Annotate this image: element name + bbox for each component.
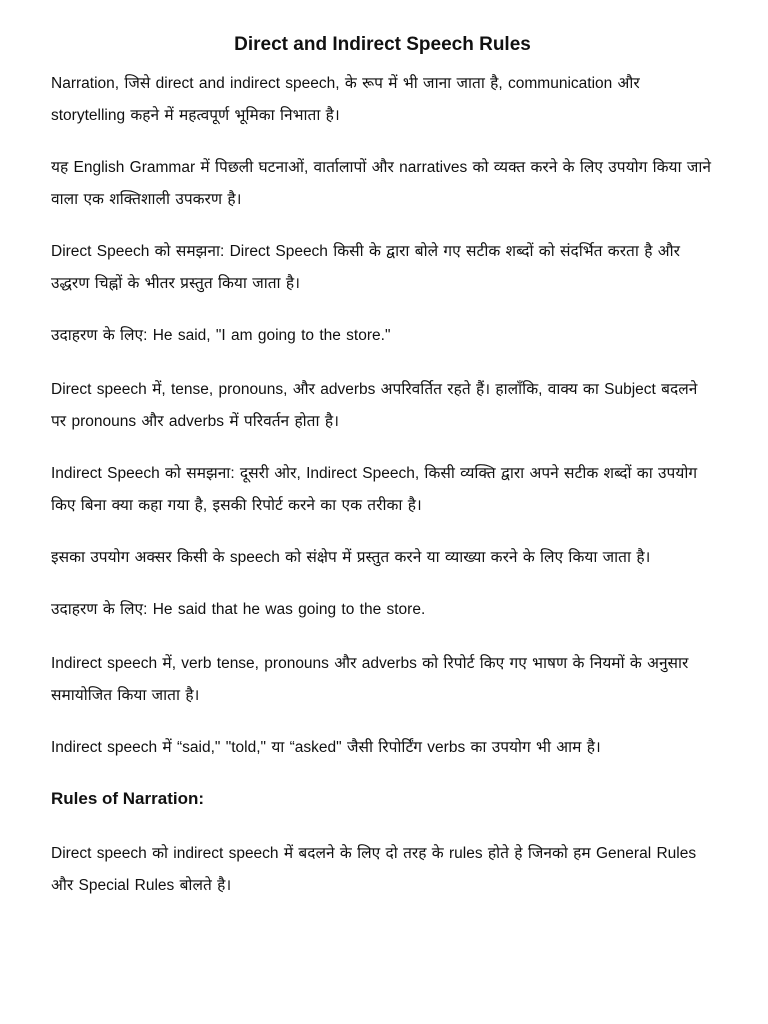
paragraph-direct-example: उदाहरण के लिए: He said, "I am going to the store."	[51, 327, 391, 344]
paragraph-indirect-speech-definition: Indirect Speech को समझना: दूसरी ओर, Indirect Speech, किसी व्यक्ति द्वारा अपने सटीक शब्दों का उपयोग किए बिना क्या कहा गया है, इसकी रिपोर्ट करने का एक तरीका है।	[51, 465, 698, 514]
document-title: Direct and Indirect Speech Rules	[234, 34, 531, 55]
paragraph-reporting-verbs: Indirect speech में “said," "told," या “asked" जैसी रिपोर्टिंग verbs का उपयोग भी आम है।	[51, 739, 601, 756]
section-heading-rules: Rules of Narration:	[51, 789, 205, 808]
paragraph-english-grammar: यह English Grammar में पिछली घटनाओं, वार्तालापों और narratives को व्यक्त करने के लिए उपयोग किया जाने वाला एक शक्तिशाली उपकरण है।	[51, 159, 711, 208]
paragraph-direct-speech-tense: Direct speech में, tense, pronouns, और adverbs अपरिवर्तित रहते हैं। हालाँकि, वाक्य का Subject बदलने पर pronouns और adverbs में परिवर्तन होता है।	[51, 381, 698, 430]
paragraph-indirect-usage: इसका उपयोग अक्सर किसी के speech को संक्षेप में प्रस्तुत करने या व्याख्या करने के लिए किया जाता है।	[51, 549, 651, 566]
paragraph-direct-speech-definition: Direct Speech को समझना: Direct Speech किसी के द्वारा बोले गए सटीक शब्दों को संदर्भित करता है और उद्धरण चिह्नों के भीतर प्रस्तुत किया जाता है।	[51, 243, 680, 292]
paragraph-intro: Narration, जिसे direct and indirect speech, के रूप में भी जाना जाता है, communication और storytelling कहने में महत्वपूर्ण भूमिका निभाता है।	[51, 75, 640, 124]
paragraph-rules-intro: Direct speech को indirect speech में बदलने के लिए दो तरह के rules होते हे जिनको हम General Rules और Special Rules बोलते है।	[51, 845, 697, 894]
paragraph-indirect-example: उदाहरण के लिए: He said that he was going to the store.	[51, 601, 426, 618]
paragraph-indirect-speech-tense: Indirect speech में, verb tense, pronouns और adverbs को रिपोर्ट किए गए भाषण के नियमों के अनुसार समायोजित किया जाता है।	[51, 655, 689, 704]
